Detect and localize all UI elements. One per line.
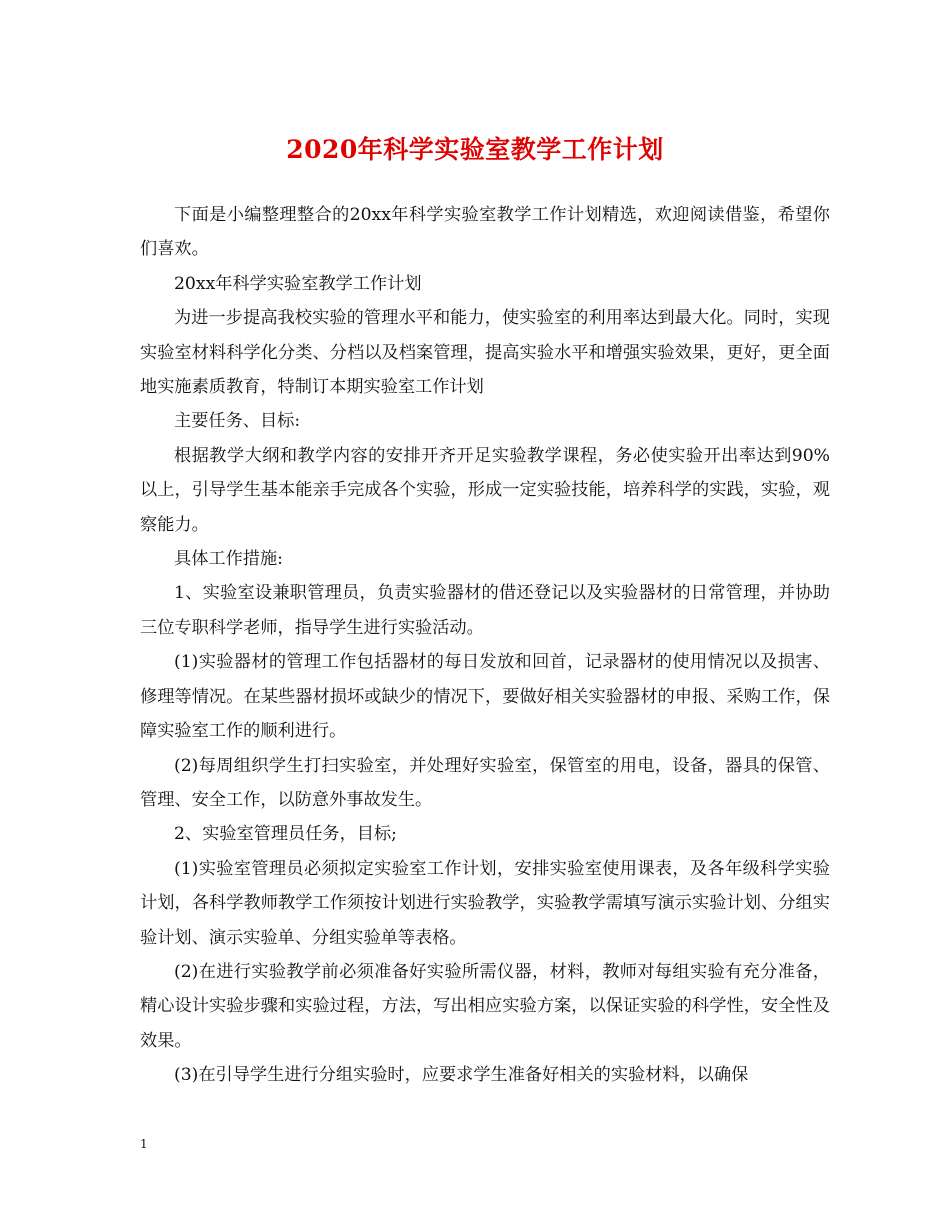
paragraph-measure-1-1: (1)实验器材的管理工作包括器材的每日发放和回首，记录器材的使用情况以及损害、修理等情况。在某些器材损坏或缺少的情况下，要做好相关实验器材的申报、采购工作，保障实验室工作的顺利进行。 (140, 652, 830, 742)
paragraph-intro: 下面是小编整理整合的20xx年科学实验室教学工作计划精选，欢迎阅读借鉴，希望你们喜欢。 (140, 205, 830, 260)
paragraph-measure-1-2: (2)每周组织学生打扫实验室，并处理好实验室，保管室的用电，设备，器具的保管、管理、安全工作，以防意外事故发生。 (140, 755, 830, 810)
paragraph-measure-2: 2、实验室管理员任务，目标; (174, 824, 397, 845)
paragraph-tasks: 根据教学大纲和教学内容的安排开齐开足实验教学课程，务必使实验开出率达到90%以上，引导学生基本能亲手完成各个实验，形成一定实验技能，培养科学的实践，实验，观察能力。 (140, 445, 830, 535)
paragraph-measure-2-3: (3)在引导学生进行分组实验时，应要求学生准备好相关的实验材料，以确保 (174, 1065, 749, 1086)
paragraph-measure-2-1: (1)实验室管理员必须拟定实验室工作计划，安排实验室使用课表，及各年级科学实验计划，各科学教师教学工作须按计划进行实验教学，实验教学需填写演示实验计划、分组实验计划、演示实验单、分组实验单等表格。 (140, 858, 830, 948)
document-body (140, 198, 830, 1093)
paragraph-subtitle: 20xx年科学实验室教学工作计划 (174, 273, 422, 294)
page-number: 1 (140, 1137, 148, 1151)
document-title: 2020年科学实验室教学工作计划 (286, 135, 664, 164)
paragraph-measure-1: 1、实验室设兼职管理员，负责实验器材的借还登记以及实验器材的日常管理，并协助三位专职科学老师，指导学生进行实验活动。 (140, 583, 830, 638)
section-heading-measures: 具体工作措施: (174, 549, 283, 570)
paragraph-purpose: 为进一步提高我校实验的管理水平和能力，使实验室的利用率达到最大化。同时，实现实验室材料科学化分类、分档以及档案管理，提高实验水平和增强实验效果，更好，更全面地实施素质教育，特制订本期实验室工作计划 (140, 308, 830, 398)
paragraph-measure-2-2: (2)在进行实验教学前必须准备好实验所需仪器，材料，教师对每组实验有充分准备，精心设计实验步骤和实验过程，方法，写出相应实验方案，以保证实验的科学性，安全性及效果。 (140, 961, 830, 1051)
section-heading-tasks: 主要任务、目标: (174, 411, 301, 432)
